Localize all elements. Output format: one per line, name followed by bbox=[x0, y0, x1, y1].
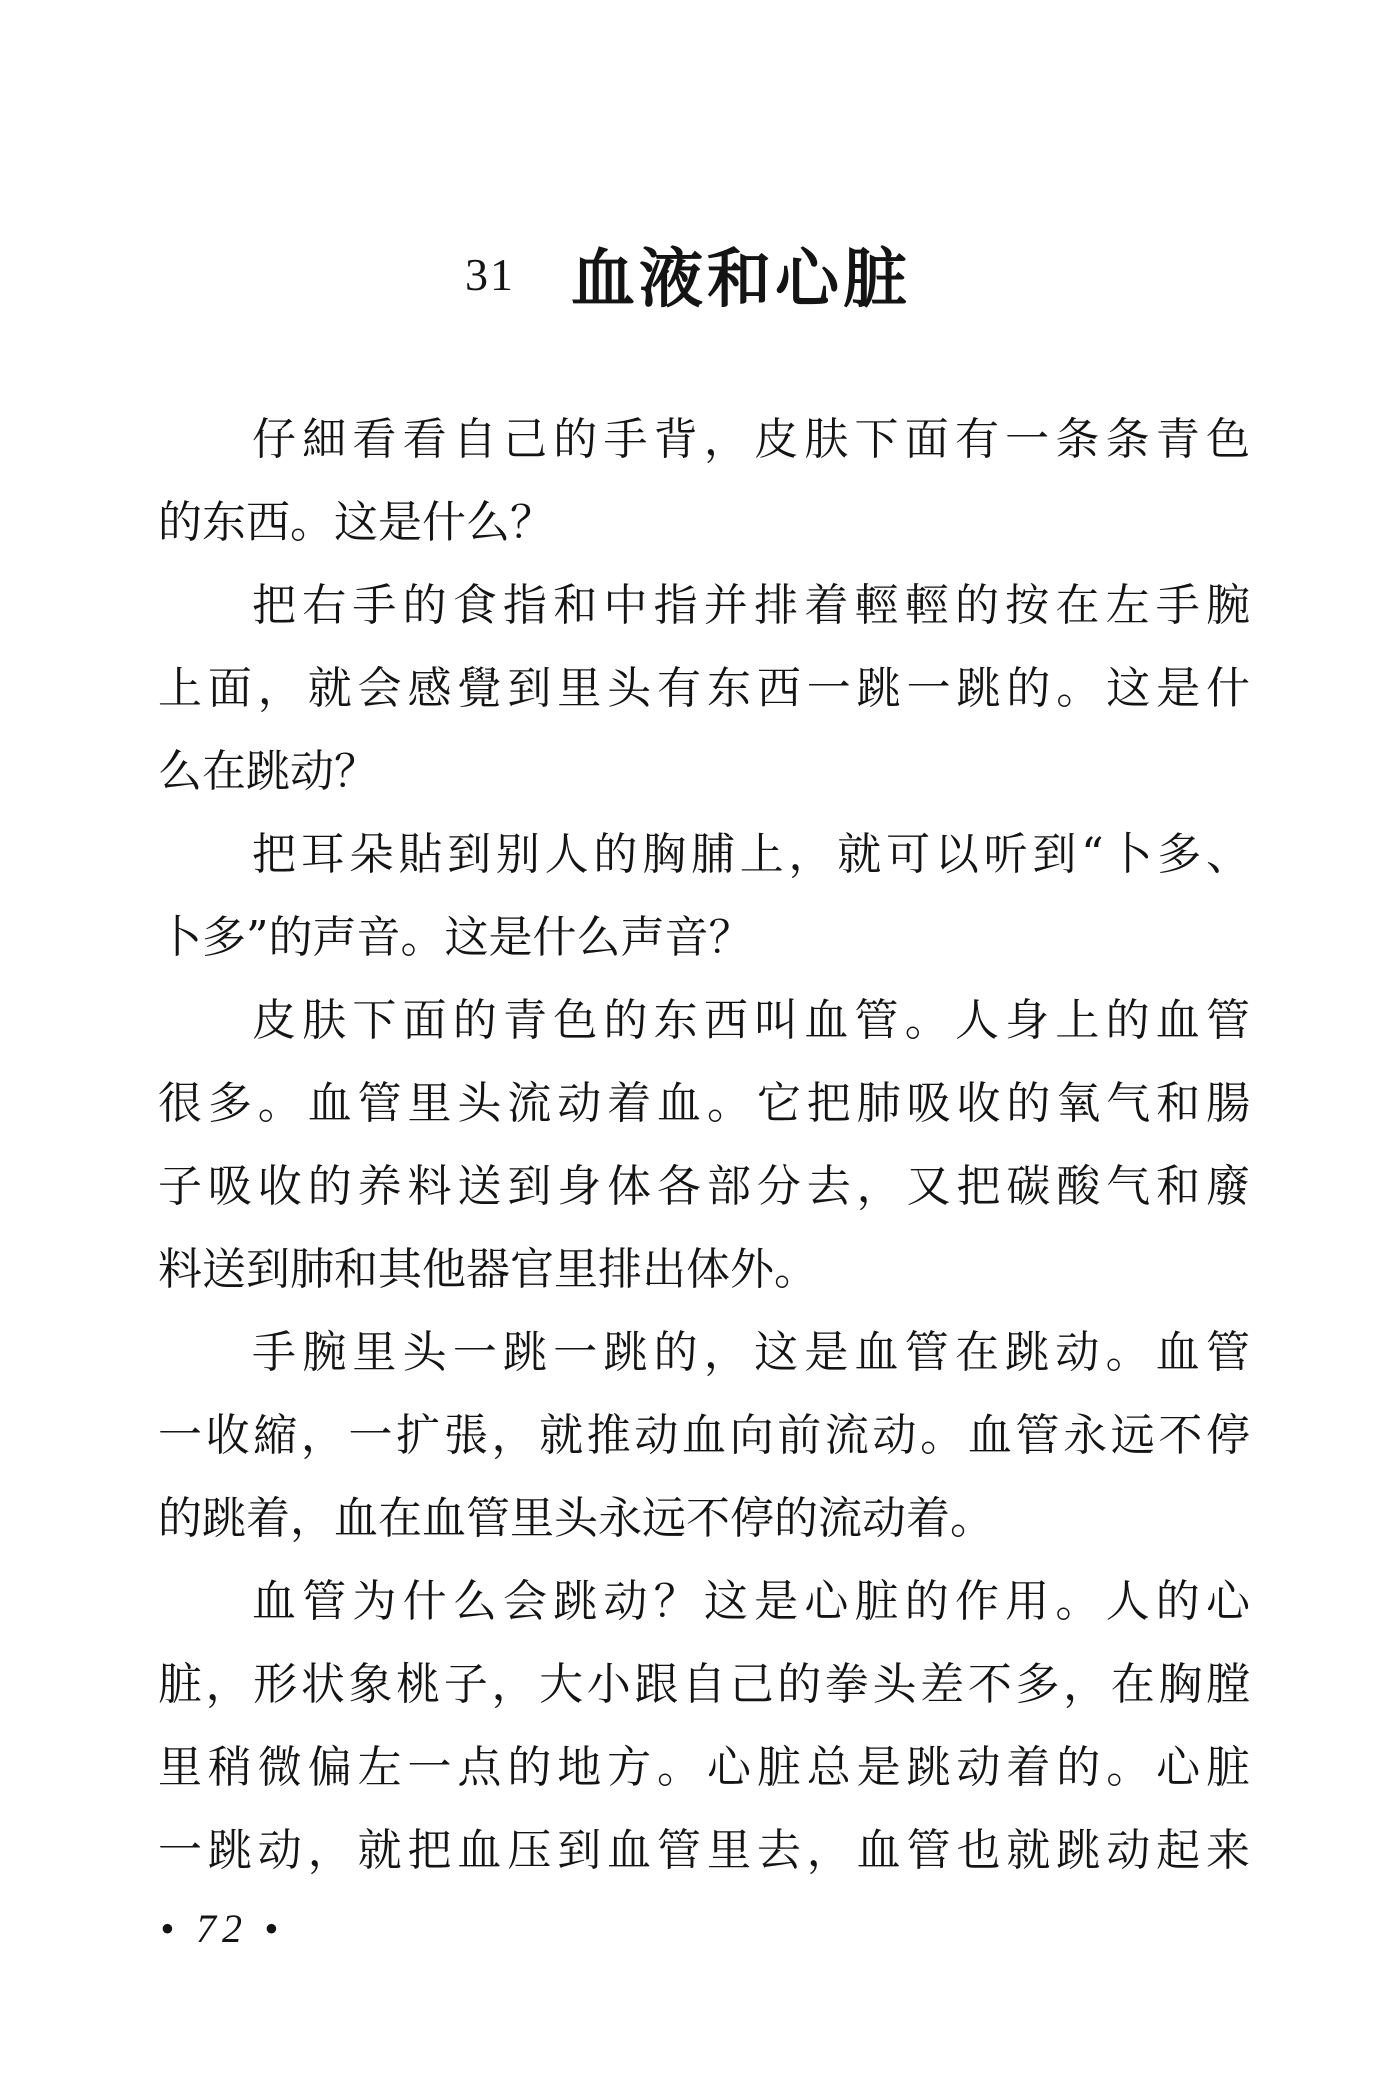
text-line: 的跳着，血在血管里头永远不停的流动着。 bbox=[158, 1493, 994, 1544]
text-line: 很多。血管里头流动着血。它把肺吸收的氧气和腸 bbox=[158, 1078, 1250, 1129]
text-line: 把耳朵貼到别人的胸脯上，就可以听到“卜多、 bbox=[252, 829, 1250, 880]
paragraph-2 bbox=[158, 564, 1250, 813]
text-line: 么在跳动？ bbox=[158, 746, 378, 797]
paragraph-1 bbox=[158, 398, 1250, 564]
text-line: 料送到肺和其他器官里排出体外。 bbox=[158, 1244, 818, 1295]
text-line: 把右手的食指和中指并排着輕輕的按在左手腕 bbox=[252, 580, 1250, 631]
text-line: 一收縮，一扩張，就推动血向前流动。血管永远不停 bbox=[158, 1410, 1250, 1461]
text-line: 一跳动，就把血压到血管里去，血管也就跳动起来 bbox=[158, 1825, 1250, 1876]
paragraph-3 bbox=[158, 813, 1250, 979]
text-line: 的东西。这是什么？ bbox=[158, 497, 554, 548]
text-line: 子吸收的养料送到身体各部分去，又把碳酸气和廢 bbox=[158, 1161, 1250, 1212]
text-line: 卜多”的声音。这是什么声音？ bbox=[158, 912, 753, 963]
text-line: 皮肤下面的青色的东西叫血管。人身上的血管 bbox=[252, 995, 1250, 1046]
paragraph-5 bbox=[158, 1311, 1250, 1560]
paragraph-6 bbox=[158, 1560, 1250, 1892]
text-line: 手腕里头一跳一跳的，这是血管在跳动。血管 bbox=[252, 1327, 1250, 1378]
body-text bbox=[158, 398, 1250, 1892]
text-line: 里稍微偏左一点的地方。心脏总是跳动着的。心脏 bbox=[158, 1742, 1250, 1793]
page-number: • 72 • bbox=[160, 1906, 285, 1951]
chapter-title: 血液和心脏 bbox=[571, 243, 911, 317]
text-line: 仔細看看自己的手背，皮肤下面有一条条青色 bbox=[252, 414, 1250, 465]
paragraph-4 bbox=[158, 979, 1250, 1311]
text-line: 脏，形状象桃子，大小跟自己的拳头差不多，在胸膛 bbox=[158, 1659, 1250, 1710]
chapter-number: 31 bbox=[465, 248, 515, 300]
text-line: 上面，就会感覺到里头有东西一跳一跳的。这是什 bbox=[158, 663, 1250, 714]
text-line: 血管为什么会跳动？这是心脏的作用。人的心 bbox=[252, 1576, 1250, 1627]
chapter-heading bbox=[0, 228, 1376, 320]
